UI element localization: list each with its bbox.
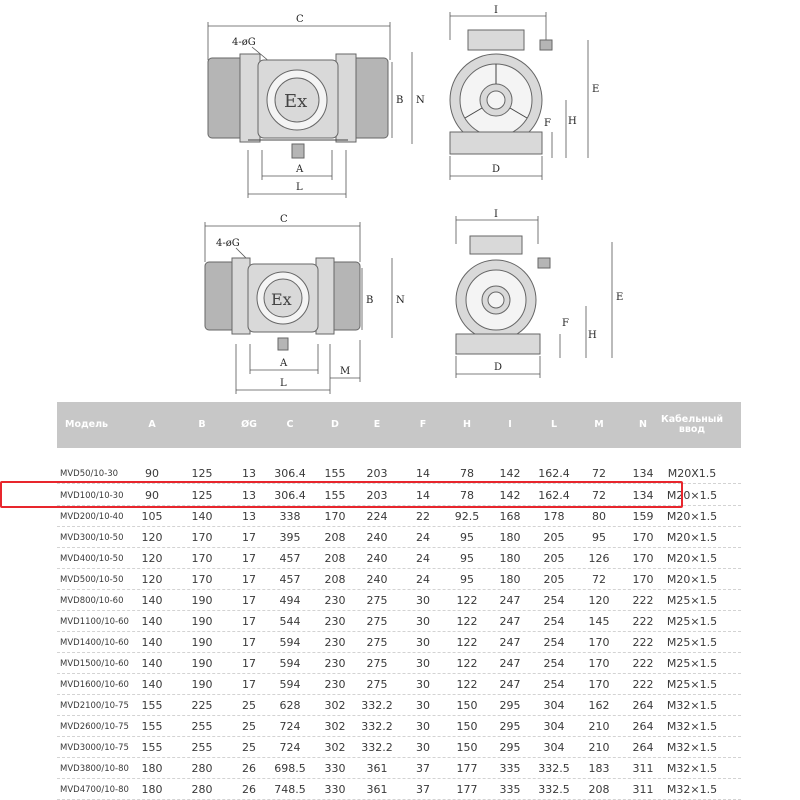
value-cell: 264 xyxy=(632,720,654,733)
value-cell: M20×1.5 xyxy=(666,510,718,523)
value-cell: 230 xyxy=(324,636,346,649)
value-cell: 120 xyxy=(588,594,610,607)
value-cell: 140 xyxy=(141,594,163,607)
dim-a-label-2: A xyxy=(280,358,288,369)
value-cell: 295 xyxy=(499,741,521,754)
table-row xyxy=(57,506,741,527)
value-cell: 311 xyxy=(632,762,654,775)
value-cell: 17 xyxy=(242,552,256,565)
value-cell: M32×1.5 xyxy=(666,762,718,775)
value-cell: M32×1.5 xyxy=(666,699,718,712)
model-cell: MVD1400/10-60 xyxy=(60,637,129,648)
top-front-view xyxy=(208,14,425,198)
value-cell: 254 xyxy=(543,636,565,649)
value-cell: 332.5 xyxy=(538,783,570,796)
value-cell: 222 xyxy=(632,657,654,670)
value-cell: 395 xyxy=(279,531,301,544)
value-cell: 170 xyxy=(632,531,654,544)
value-cell: 177 xyxy=(456,783,478,796)
value-cell: 275 xyxy=(366,594,388,607)
value-cell: 240 xyxy=(366,531,388,544)
value-cell: 140 xyxy=(141,636,163,649)
value-cell: 306.4 xyxy=(274,467,306,480)
value-cell: 37 xyxy=(416,783,430,796)
value-cell: 494 xyxy=(279,594,301,607)
value-cell: 122 xyxy=(456,657,478,670)
value-cell: 24 xyxy=(416,573,430,586)
value-cell: 225 xyxy=(191,699,213,712)
value-cell: 122 xyxy=(456,678,478,691)
value-cell: 247 xyxy=(499,678,521,691)
value-cell: M32×1.5 xyxy=(666,783,718,796)
value-cell: 170 xyxy=(191,552,213,565)
value-cell: 724 xyxy=(279,741,301,754)
value-cell: 247 xyxy=(499,657,521,670)
value-cell: 120 xyxy=(141,573,163,586)
value-cell: 304 xyxy=(543,741,565,754)
value-cell: 17 xyxy=(242,678,256,691)
value-cell: 140 xyxy=(191,510,213,523)
value-cell: M25×1.5 xyxy=(666,594,718,607)
dim-i-label-2: I xyxy=(494,209,498,220)
value-cell: 205 xyxy=(543,573,565,586)
model-cell: MVD100/10-30 xyxy=(60,490,124,501)
value-cell: 155 xyxy=(141,741,163,754)
value-cell: 95 xyxy=(460,552,474,565)
model-cell: MVD800/10-60 xyxy=(60,595,124,606)
dim-c-label-2: C xyxy=(280,214,288,225)
value-cell: 255 xyxy=(191,720,213,733)
value-cell: 180 xyxy=(141,762,163,775)
value-cell: 155 xyxy=(141,699,163,712)
value-cell: 170 xyxy=(324,510,346,523)
dim-c-label: C xyxy=(296,14,304,25)
header-cell: B xyxy=(198,419,206,430)
value-cell: 140 xyxy=(141,678,163,691)
dim-n-label-2: N xyxy=(396,295,405,306)
value-cell: 142 xyxy=(499,467,521,480)
value-cell: 295 xyxy=(499,699,521,712)
table-row xyxy=(57,527,741,548)
model-cell: MVD500/10-50 xyxy=(60,574,124,585)
value-cell: 120 xyxy=(141,552,163,565)
value-cell: 122 xyxy=(456,594,478,607)
dim-b-label-2: B xyxy=(366,295,374,306)
header-cell: ØG xyxy=(241,419,257,430)
value-cell: 155 xyxy=(141,720,163,733)
value-cell: 190 xyxy=(191,657,213,670)
value-cell: 208 xyxy=(324,552,346,565)
dim-n-label: N xyxy=(416,95,425,106)
header-cell: C xyxy=(286,419,294,430)
bottom-front-view xyxy=(205,214,405,394)
value-cell: 222 xyxy=(632,594,654,607)
value-cell: 335 xyxy=(499,762,521,775)
value-cell: 264 xyxy=(632,741,654,754)
value-cell: 361 xyxy=(366,762,388,775)
value-cell: 170 xyxy=(632,552,654,565)
value-cell: 142 xyxy=(499,489,521,502)
dim-f-label: F xyxy=(544,118,551,129)
value-cell: 150 xyxy=(456,699,478,712)
value-cell: 95 xyxy=(460,573,474,586)
model-cell: MVD2100/10-75 xyxy=(60,700,129,711)
value-cell: 332.2 xyxy=(361,720,393,733)
value-cell: 25 xyxy=(242,699,256,712)
value-cell: M25×1.5 xyxy=(666,636,718,649)
value-cell: 361 xyxy=(366,783,388,796)
value-cell: 30 xyxy=(416,699,430,712)
value-cell: 302 xyxy=(324,699,346,712)
value-cell: 203 xyxy=(366,489,388,502)
value-cell: 457 xyxy=(279,573,301,586)
value-cell: 122 xyxy=(456,615,478,628)
value-cell: 180 xyxy=(499,573,521,586)
value-cell: 90 xyxy=(145,467,159,480)
value-cell: 17 xyxy=(242,594,256,607)
value-cell: M20X1.5 xyxy=(667,467,717,480)
value-cell: M25×1.5 xyxy=(666,657,718,670)
table-row xyxy=(57,737,741,758)
dim-l-label: L xyxy=(296,182,303,193)
value-cell: 247 xyxy=(499,636,521,649)
value-cell: 335 xyxy=(499,783,521,796)
value-cell: 208 xyxy=(324,573,346,586)
value-cell: 208 xyxy=(588,783,610,796)
model-cell: MVD1500/10-60 xyxy=(60,658,129,669)
value-cell: 208 xyxy=(324,531,346,544)
model-cell: MVD4700/10-80 xyxy=(60,784,129,795)
value-cell: 140 xyxy=(141,657,163,670)
value-cell: 30 xyxy=(416,594,430,607)
value-cell: 748.5 xyxy=(274,783,306,796)
value-cell: 170 xyxy=(191,573,213,586)
value-cell: 254 xyxy=(543,594,565,607)
value-cell: 140 xyxy=(141,615,163,628)
header-cell: F xyxy=(419,419,427,430)
dim-f-label-2: F xyxy=(562,318,569,329)
value-cell: 92.5 xyxy=(454,510,480,523)
dim-d-label: D xyxy=(492,164,501,175)
value-cell: 95 xyxy=(460,531,474,544)
value-cell: 205 xyxy=(543,552,565,565)
value-cell: 178 xyxy=(543,510,565,523)
dim-e-label: E xyxy=(592,84,600,95)
model-cell: MVD50/10-30 xyxy=(60,468,119,479)
table-row xyxy=(57,632,741,653)
value-cell: 30 xyxy=(416,615,430,628)
dim-g-label: 4-øG xyxy=(232,37,256,48)
value-cell: 170 xyxy=(588,657,610,670)
dim-d-label-2: D xyxy=(494,362,503,373)
header-cell: Модель xyxy=(65,419,109,430)
value-cell: 30 xyxy=(416,720,430,733)
model-cell: MVD300/10-50 xyxy=(60,532,124,543)
value-cell: 30 xyxy=(416,741,430,754)
table-row xyxy=(57,590,741,611)
value-cell: 183 xyxy=(588,762,610,775)
header-cell: M xyxy=(594,419,604,430)
value-cell: 150 xyxy=(456,720,478,733)
ex-mark-2: Ex xyxy=(271,290,292,309)
value-cell: 122 xyxy=(456,636,478,649)
dim-e-label-2: E xyxy=(616,292,624,303)
value-cell: 210 xyxy=(588,720,610,733)
model-cell: MVD1600/10-60 xyxy=(60,679,129,690)
value-cell: M20×1.5 xyxy=(666,531,718,544)
value-cell: 180 xyxy=(141,783,163,796)
model-cell: MVD3800/10-80 xyxy=(60,763,129,774)
value-cell: 330 xyxy=(324,762,346,775)
value-cell: 170 xyxy=(588,636,610,649)
model-cell: MVD1100/10-60 xyxy=(60,616,129,627)
model-cell: MVD2600/10-75 xyxy=(60,721,129,732)
value-cell: 247 xyxy=(499,594,521,607)
dim-i-label: I xyxy=(494,5,498,16)
value-cell: 17 xyxy=(242,573,256,586)
value-cell: 190 xyxy=(191,615,213,628)
header-cell: N xyxy=(639,419,647,430)
value-cell: 78 xyxy=(460,489,474,502)
value-cell: 125 xyxy=(191,467,213,480)
value-cell: 162.4 xyxy=(538,467,570,480)
value-cell: 177 xyxy=(456,762,478,775)
header-cell: A xyxy=(148,419,156,430)
dim-g-label-2: 4-øG xyxy=(216,238,240,249)
value-cell: 295 xyxy=(499,720,521,733)
value-cell: 14 xyxy=(416,467,430,480)
dim-h-label-2: H xyxy=(588,330,597,341)
value-cell: 210 xyxy=(588,741,610,754)
header-cell: L xyxy=(550,419,558,430)
value-cell: 280 xyxy=(191,783,213,796)
value-cell: 17 xyxy=(242,531,256,544)
value-cell: M25×1.5 xyxy=(666,615,718,628)
value-cell: 13 xyxy=(242,489,256,502)
value-cell: 275 xyxy=(366,636,388,649)
value-cell: 170 xyxy=(191,531,213,544)
value-cell: 90 xyxy=(145,489,159,502)
value-cell: 594 xyxy=(279,657,301,670)
value-cell: 30 xyxy=(416,678,430,691)
value-cell: 304 xyxy=(543,720,565,733)
model-cell: MVD400/10-50 xyxy=(60,553,124,564)
value-cell: 457 xyxy=(279,552,301,565)
value-cell: 95 xyxy=(592,531,606,544)
value-cell: 159 xyxy=(632,510,654,523)
value-cell: 170 xyxy=(632,573,654,586)
dim-l-label-2: L xyxy=(280,378,287,389)
value-cell: 247 xyxy=(499,615,521,628)
value-cell: 230 xyxy=(324,657,346,670)
value-cell: 37 xyxy=(416,762,430,775)
value-cell: 17 xyxy=(242,615,256,628)
value-cell: 594 xyxy=(279,636,301,649)
value-cell: 162.4 xyxy=(538,489,570,502)
value-cell: 240 xyxy=(366,573,388,586)
value-cell: 311 xyxy=(632,783,654,796)
value-cell: 224 xyxy=(366,510,388,523)
value-cell: 304 xyxy=(543,699,565,712)
value-cell: 190 xyxy=(191,678,213,691)
value-cell: 222 xyxy=(632,678,654,691)
value-cell: 275 xyxy=(366,657,388,670)
table-row xyxy=(57,716,741,737)
value-cell: 222 xyxy=(632,615,654,628)
bottom-side-view xyxy=(456,209,623,378)
value-cell: 168 xyxy=(499,510,521,523)
value-cell: 254 xyxy=(543,657,565,670)
value-cell: 190 xyxy=(191,636,213,649)
value-cell: 302 xyxy=(324,741,346,754)
value-cell: 264 xyxy=(632,699,654,712)
value-cell: 14 xyxy=(416,489,430,502)
value-cell: 72 xyxy=(592,467,606,480)
highlighted-row-frame xyxy=(0,481,683,508)
value-cell: 170 xyxy=(588,678,610,691)
value-cell: 13 xyxy=(242,510,256,523)
header-cell: I xyxy=(508,419,512,430)
value-cell: 13 xyxy=(242,467,256,480)
value-cell: 190 xyxy=(191,594,213,607)
value-cell: 180 xyxy=(499,531,521,544)
value-cell: 17 xyxy=(242,636,256,649)
table-row xyxy=(57,548,741,569)
value-cell: 338 xyxy=(279,510,301,523)
value-cell: 30 xyxy=(416,657,430,670)
value-cell: 280 xyxy=(191,762,213,775)
value-cell: 332.2 xyxy=(361,699,393,712)
value-cell: M20×1.5 xyxy=(666,552,718,565)
value-cell: 275 xyxy=(366,615,388,628)
table-row xyxy=(57,569,741,590)
value-cell: 134 xyxy=(632,467,654,480)
dim-b-label: B xyxy=(396,95,404,106)
value-cell: 150 xyxy=(456,741,478,754)
value-cell: M25×1.5 xyxy=(666,678,718,691)
dim-h-label: H xyxy=(568,116,577,127)
value-cell: 544 xyxy=(279,615,301,628)
ex-mark: Ex xyxy=(284,91,308,112)
value-cell: 698.5 xyxy=(274,762,306,775)
header-cell: E xyxy=(373,419,381,430)
header-cell: Кабельный ввод xyxy=(660,414,724,435)
table-header xyxy=(57,402,741,448)
value-cell: 254 xyxy=(543,678,565,691)
value-cell: 332.5 xyxy=(538,762,570,775)
value-cell: 78 xyxy=(460,467,474,480)
value-cell: 25 xyxy=(242,741,256,754)
dim-m-label: M xyxy=(340,366,351,377)
table-row xyxy=(57,695,741,716)
header-cell: D xyxy=(331,419,339,430)
value-cell: 22 xyxy=(416,510,430,523)
value-cell: 125 xyxy=(191,489,213,502)
value-cell: 126 xyxy=(588,552,610,565)
value-cell: 255 xyxy=(191,741,213,754)
header-cell: H xyxy=(463,419,471,430)
value-cell: 594 xyxy=(279,678,301,691)
value-cell: 230 xyxy=(324,615,346,628)
model-cell: MVD3000/10-75 xyxy=(60,742,129,753)
table-row xyxy=(57,758,741,779)
value-cell: 162 xyxy=(588,699,610,712)
value-cell: 254 xyxy=(543,615,565,628)
value-cell: 330 xyxy=(324,783,346,796)
value-cell: 275 xyxy=(366,678,388,691)
value-cell: 222 xyxy=(632,636,654,649)
value-cell: 80 xyxy=(592,510,606,523)
model-cell: MVD200/10-40 xyxy=(60,511,124,522)
table-row xyxy=(57,674,741,695)
value-cell: 145 xyxy=(588,615,610,628)
value-cell: 17 xyxy=(242,657,256,670)
value-cell: 155 xyxy=(324,489,346,502)
table-row xyxy=(57,611,741,632)
value-cell: 203 xyxy=(366,467,388,480)
dim-a-label: A xyxy=(296,164,304,175)
value-cell: 302 xyxy=(324,720,346,733)
value-cell: 72 xyxy=(592,573,606,586)
value-cell: 26 xyxy=(242,762,256,775)
value-cell: M20×1.5 xyxy=(666,573,718,586)
value-cell: M20×1.5 xyxy=(666,489,718,502)
value-cell: 230 xyxy=(324,678,346,691)
table-row xyxy=(57,653,741,674)
value-cell: 134 xyxy=(632,489,654,502)
value-cell: 72 xyxy=(592,489,606,502)
value-cell: 205 xyxy=(543,531,565,544)
value-cell: 180 xyxy=(499,552,521,565)
value-cell: 30 xyxy=(416,636,430,649)
value-cell: 240 xyxy=(366,552,388,565)
value-cell: 230 xyxy=(324,594,346,607)
value-cell: 332.2 xyxy=(361,741,393,754)
value-cell: 628 xyxy=(279,699,301,712)
table-row xyxy=(57,779,741,800)
value-cell: 120 xyxy=(141,531,163,544)
value-cell: 24 xyxy=(416,531,430,544)
value-cell: 155 xyxy=(324,467,346,480)
value-cell: M32×1.5 xyxy=(666,741,718,754)
value-cell: 105 xyxy=(141,510,163,523)
value-cell: 26 xyxy=(242,783,256,796)
value-cell: 25 xyxy=(242,720,256,733)
value-cell: 24 xyxy=(416,552,430,565)
value-cell: 724 xyxy=(279,720,301,733)
value-cell: 306.4 xyxy=(274,489,306,502)
value-cell: M32×1.5 xyxy=(666,720,718,733)
top-side-view xyxy=(450,5,599,180)
